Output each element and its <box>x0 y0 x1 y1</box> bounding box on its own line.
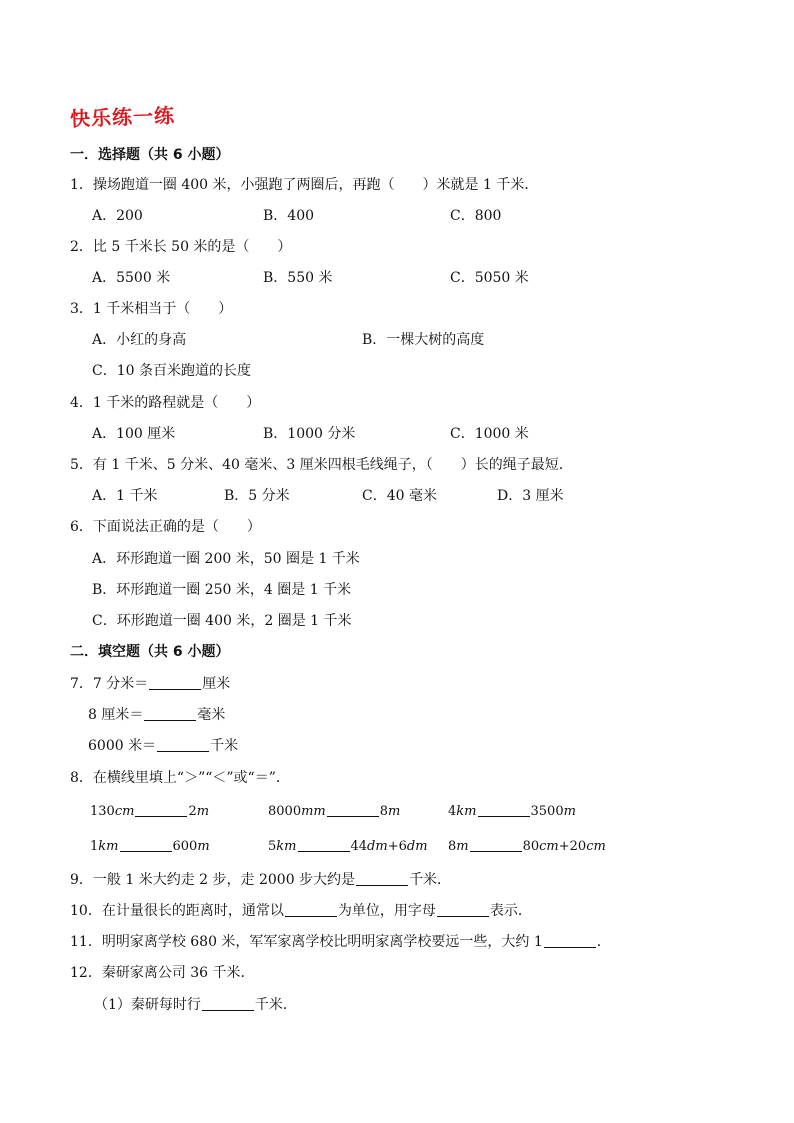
number: 5 <box>268 839 277 854</box>
question-11-end: ． <box>596 934 611 950</box>
question-7-line-2-unit: 毫米 <box>197 707 226 723</box>
number: 44 <box>350 839 368 854</box>
question-12-sub-1-unit: 千米． <box>254 997 297 1013</box>
number: 4 <box>448 804 457 819</box>
unit: cm <box>114 804 135 819</box>
question-7-line-3 <box>88 737 238 755</box>
question-7-line-2 <box>88 706 225 724</box>
question-6-option-a: A．环形跑道一圈 200 米，50 圈是 1 千米 <box>92 551 360 567</box>
answer-blank[interactable] <box>149 676 201 690</box>
answer-blank[interactable] <box>356 872 408 886</box>
number: 80 <box>522 839 540 854</box>
answer-blank[interactable] <box>470 838 522 852</box>
question-9-unit: 千米． <box>409 872 452 888</box>
answer-blank[interactable] <box>285 903 337 917</box>
question-8-item <box>90 803 209 821</box>
answer-blank[interactable] <box>202 997 254 1011</box>
question-3-option-b: B．一棵大树的高度 <box>362 332 485 348</box>
section-heading-fill: 二．填空题（共 6 小题） <box>70 644 230 660</box>
number: 8000 <box>268 804 302 819</box>
question-1-option-a: A．200 <box>92 208 143 224</box>
question-8-item <box>448 803 576 821</box>
question-4-option-b: B．1000 分米 <box>263 426 356 442</box>
question-8-item <box>448 838 606 856</box>
question-2-stem: 2．比 5 千米长 50 米的是（ ） <box>70 239 292 255</box>
question-8-stem: 8．在横线里填上“＞”“＜”或“＝”． <box>70 770 290 786</box>
question-2-option-a: A．5500 米 <box>92 270 171 286</box>
unit: km <box>98 839 119 854</box>
number: 1 <box>90 839 99 854</box>
unit: cm <box>586 839 606 854</box>
question-2-option-b: B．550 米 <box>263 270 333 286</box>
question-6-option-c: C．环形跑道一圈 400 米，2 圈是 1 千米 <box>92 613 352 629</box>
question-5-stem: 5．有 1 千米、5 分米、40 毫米、3 厘米四根毛线绳子，（ ）长的绳子最短． <box>70 457 573 473</box>
answer-blank[interactable] <box>327 803 379 817</box>
question-3-stem: 3．1 千米相当于（ ） <box>70 301 233 317</box>
question-7-line-2-text: 8 厘米＝ <box>88 707 144 723</box>
question-6-stem: 6．下面说法正确的是（ ） <box>70 519 261 535</box>
question-9-text: 9．一般 1 米大约走 2 步，走 2000 步大约是 <box>70 872 356 888</box>
answer-blank[interactable] <box>135 803 187 817</box>
number: 3500 <box>530 804 564 819</box>
question-7-line-1-unit: 厘米 <box>202 676 231 692</box>
question-5-option-b: B．5 分米 <box>224 488 290 504</box>
number: 8 <box>448 839 457 854</box>
question-8-item <box>268 803 400 821</box>
question-4-option-c: C．1000 米 <box>450 426 529 442</box>
section-heading-choice: 一．选择题（共 6 小题） <box>70 147 230 163</box>
number: 8 <box>379 804 389 819</box>
answer-blank[interactable] <box>157 738 209 752</box>
answer-blank[interactable] <box>437 903 489 917</box>
unit: km <box>276 839 297 854</box>
question-4-option-a: A．100 厘米 <box>92 426 176 442</box>
question-7-line-1 <box>70 675 230 693</box>
question-9 <box>70 871 451 889</box>
question-12-sub-1 <box>94 996 297 1014</box>
unit: m <box>197 839 210 854</box>
answer-blank[interactable] <box>298 838 350 852</box>
question-6-option-b: B．环形跑道一圈 250 米，4 圈是 1 千米 <box>92 582 352 598</box>
question-3-option-c: C．10 条百米跑道的长度 <box>92 363 251 379</box>
question-7-line-1-text: 7．7 分米＝ <box>70 676 149 692</box>
unit: m <box>456 839 469 854</box>
question-12-stem: 12．秦研家离公司 36 千米． <box>70 965 255 981</box>
question-8-item <box>268 838 428 856</box>
question-10-text: 10．在计量很长的距离时，通常以 <box>70 903 284 919</box>
question-7-line-3-unit: 千米 <box>210 738 239 754</box>
question-1-option-c: C．800 <box>450 208 502 224</box>
question-5-option-c: C．40 毫米 <box>362 488 437 504</box>
number: 130 <box>90 804 115 819</box>
unit: dm <box>406 839 428 854</box>
number: +20 <box>558 839 587 854</box>
page-title: 快乐练一练 <box>69 103 176 131</box>
question-1-option-b: B．400 <box>263 208 315 224</box>
question-11 <box>70 933 611 951</box>
question-7-line-3-text: 6000 米＝ <box>88 738 157 754</box>
number: +6 <box>387 839 407 854</box>
unit: km <box>456 804 477 819</box>
question-2-option-c: C．5050 米 <box>450 270 529 286</box>
question-5-option-d: D．3 厘米 <box>497 488 564 504</box>
number: 2 <box>188 804 197 819</box>
question-8-item <box>90 838 210 856</box>
question-12-sub-1-text: （1）秦研每时行 <box>94 997 201 1013</box>
answer-blank[interactable] <box>544 934 596 948</box>
answer-blank[interactable] <box>120 838 172 852</box>
question-3-option-a: A．小红的身高 <box>92 332 187 348</box>
unit: dm <box>367 839 388 854</box>
unit: m <box>196 804 210 819</box>
unit: m <box>388 804 401 819</box>
answer-blank[interactable] <box>144 707 196 721</box>
question-10-text-2: 为单位，用字母 <box>337 903 436 919</box>
question-1-stem: 1．操场跑道一圈 400 米，小强跑了两圈后，再跑（ ）米就是 1 千米． <box>70 177 539 193</box>
question-5-option-a: A．1 千米 <box>92 488 158 504</box>
unit: m <box>563 804 576 819</box>
unit: cm <box>539 839 559 854</box>
question-10 <box>70 902 532 920</box>
question-10-text-3: 表示． <box>489 903 532 919</box>
number: 600 <box>172 839 198 854</box>
question-11-text: 11．明明家离学校 680 米，军军家离学校比明明家离学校要远一些，大约 1 <box>70 934 543 950</box>
unit: mm <box>301 804 326 819</box>
question-4-stem: 4．1 千米的路程就是（ ） <box>70 395 261 411</box>
answer-blank[interactable] <box>478 803 530 817</box>
